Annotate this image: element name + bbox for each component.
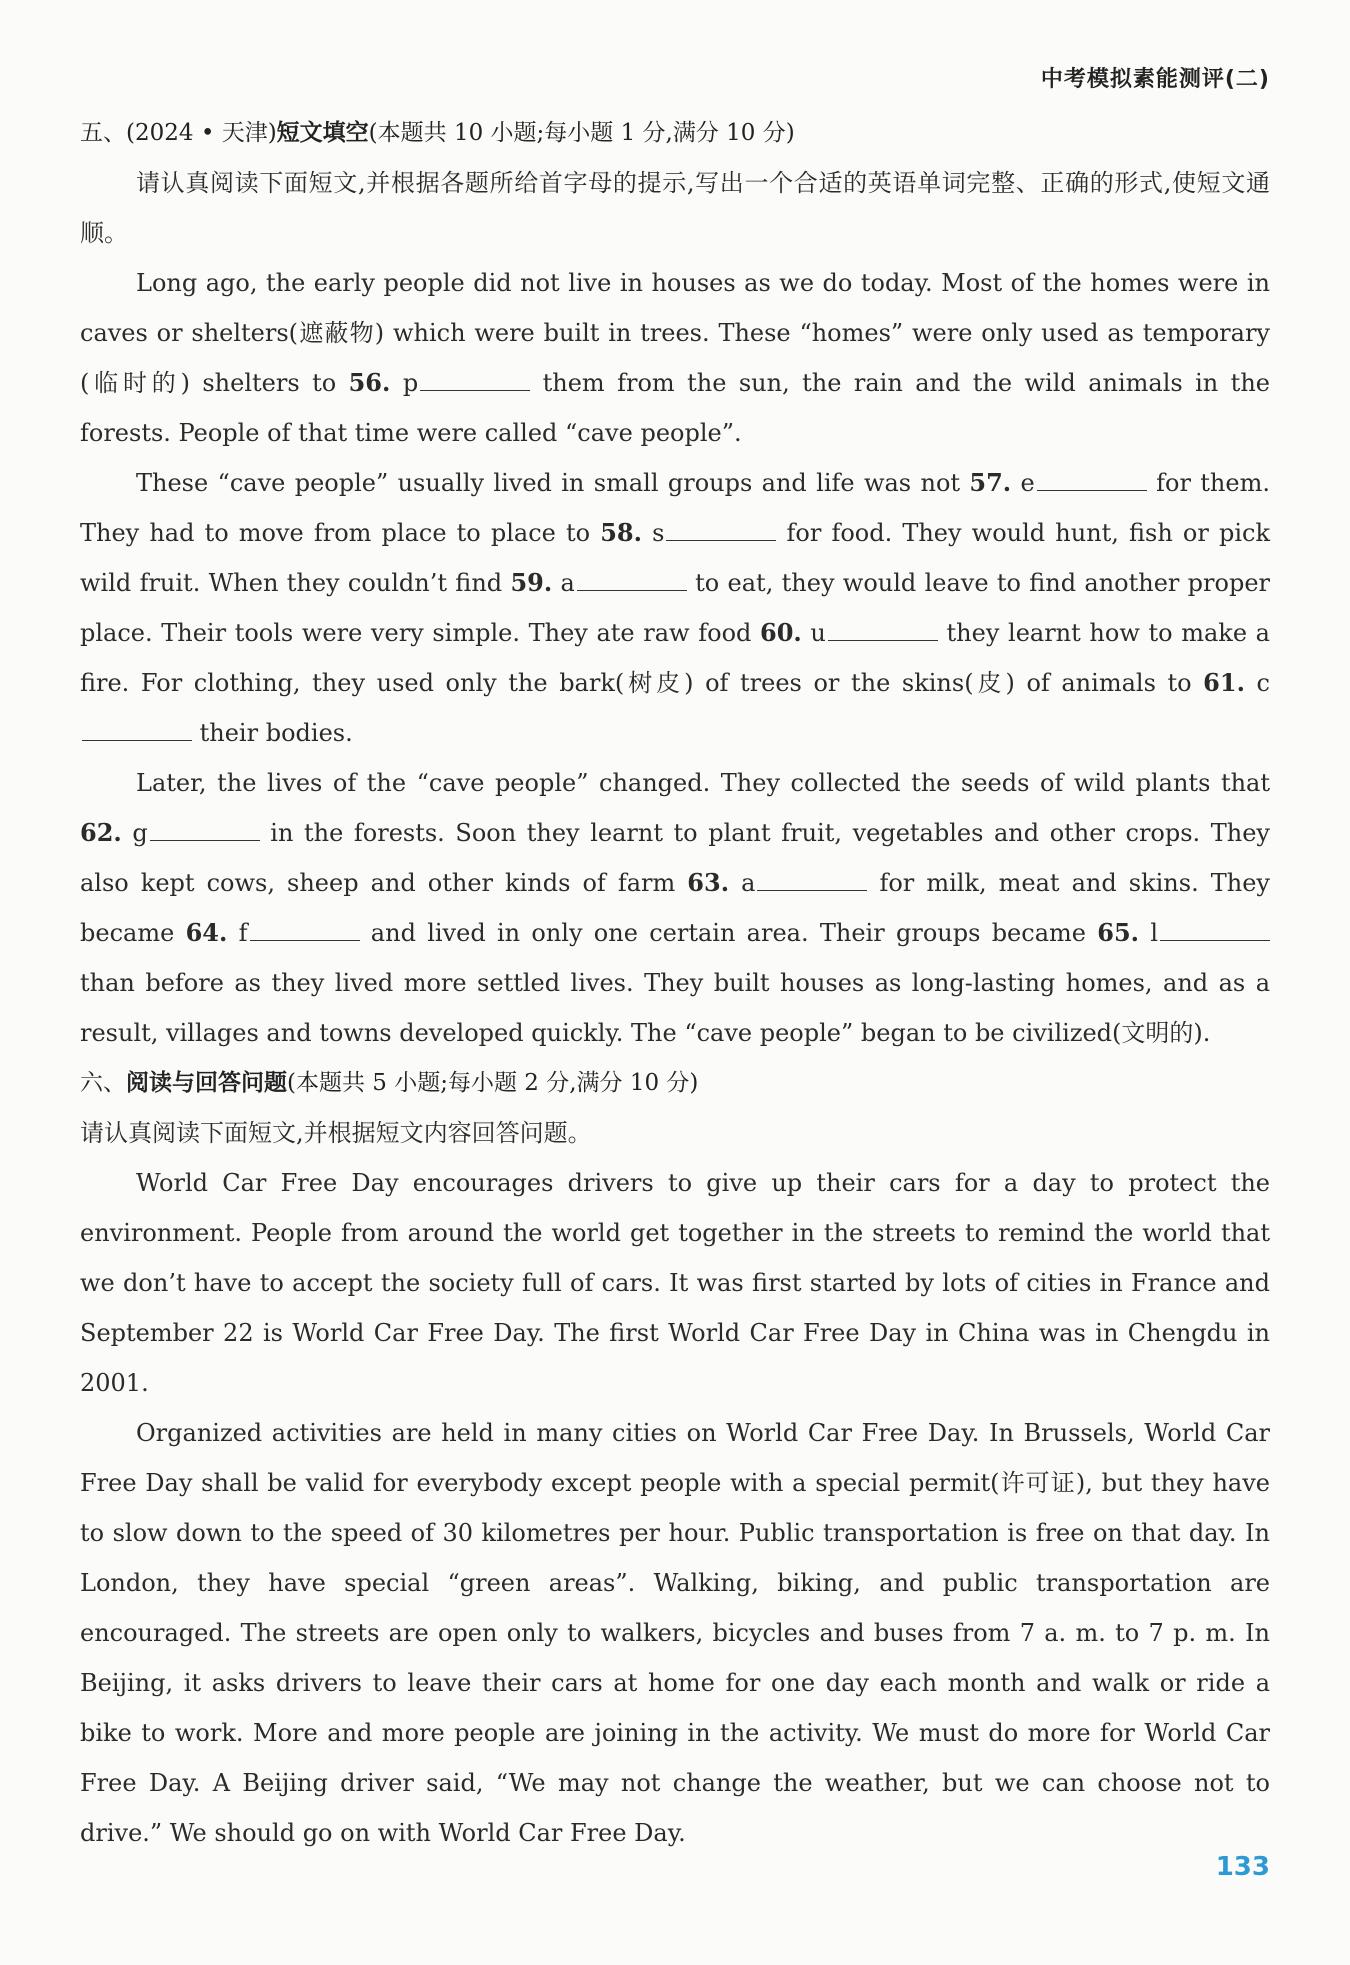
blank-65-line[interactable]	[1160, 939, 1270, 941]
text-run: to eat, they would leave to find another proper place. Their tools were very simple. They ate raw food	[80, 569, 1271, 647]
text-run: Long ago, the early people did not live in houses as we do today. Most of the homes were in caves or shelters(遮蔽物) which were built in trees. These “homes” were only used as temporary (临时的) shelters to	[80, 269, 1270, 397]
section5-paragraph-3	[80, 758, 1270, 1058]
blank-56-number: 56.	[348, 368, 391, 397]
page-number: 133	[1215, 1852, 1270, 1882]
section5-paragraph-1	[80, 258, 1270, 458]
section5-title-prefix: 五、(2024 • 天津)	[80, 120, 277, 146]
blank-60-number: 60.	[760, 618, 802, 647]
blank-58-number: 58.	[600, 518, 642, 547]
blank-64-number: 64.	[185, 918, 228, 947]
text-run: for them. They had to move from place to place to	[80, 469, 1270, 547]
text-run: they learnt how to make a fire. For clothing, they used only the bark(树皮) of trees or the skins(皮) of animals to	[80, 619, 1270, 697]
section6-instruction: 请认真阅读下面短文,并根据短文内容回答问题。	[80, 1119, 592, 1147]
blank-56-letter: p	[402, 369, 419, 397]
header-title: 中考模拟素能测评(二)	[1040, 67, 1270, 92]
blank-60-line[interactable]	[828, 639, 938, 641]
blank-59-number: 59.	[510, 568, 553, 597]
text-run: their bodies.	[192, 719, 353, 747]
text-run: for milk, meat and skins. They became	[80, 869, 1270, 947]
blank-57-line[interactable]	[1037, 489, 1147, 491]
blank-56-line[interactable]	[420, 389, 530, 391]
blank-61-number: 61.	[1203, 668, 1245, 697]
section6-paragraph-2: Organized activities are held in many cities on World Car Free Day. In Brussels, World Car Free Day shall be valid for everybody except people with a special permit(许可证), but they have to slow down to the speed of 30 kilometres per hour. Public transportation is free on that day. In London, they have special “green areas”. Walking, biking, and public transportation are encouraged. The streets are open only to walkers, bicycles and buses from 7 a. m. to 7 p. m. In Beijing, it asks drivers to leave their cars at home for one day each month and walk or ride a bike to work. More and more people are joining in the activity. We must do more for World Car Free Day. A Beijing driver said, “We may not change the weather, but we can choose not to drive.” We should go on with World Car Free Day.	[80, 1419, 1270, 1847]
text-run: These “cave people” usually lived in small groups and life was not	[136, 469, 970, 497]
section6-title-suffix: (本题共 5 小题;每小题 2 分,满分 10 分)	[287, 1070, 699, 1096]
blank-62-number: 62.	[80, 818, 122, 847]
blank-63-line[interactable]	[757, 889, 867, 891]
blank-59-line[interactable]	[577, 589, 687, 591]
section5-title	[80, 108, 1270, 158]
section5-instruction: 请认真阅读下面短文,并根据各题所给首字母的提示,写出一个合适的英语单词完整、正确的形式,使短文通顺。	[80, 169, 1270, 247]
blank-65-number: 65.	[1097, 918, 1140, 947]
text-run: than before as they lived more settled lives. They built houses as long-lasting homes, and as a result, villages and towns developed quickly. The “cave people” began to be civilized(文明的).	[80, 969, 1270, 1047]
text-run: for food. They would hunt, fish or pick wild fruit. When they couldn’t find	[80, 519, 1270, 597]
text-run: Later, the lives of the “cave people” changed. They collected the seeds of wild plants that	[136, 769, 1270, 797]
blank-63-number: 63.	[687, 868, 730, 897]
blank-61-letter: c	[1256, 669, 1270, 697]
section5-title-bold: 短文填空	[276, 120, 369, 146]
blank-64-line[interactable]	[250, 939, 360, 941]
section6-title-bold: 阅读与回答问题	[126, 1070, 287, 1096]
section5-title-suffix: (本题共 10 小题;每小题 1 分,满分 10 分)	[368, 120, 795, 146]
blank-61-line[interactable]	[82, 739, 192, 741]
section5-paragraph-2	[80, 458, 1270, 758]
blank-65-letter: l	[1150, 919, 1159, 947]
blank-58-letter: s	[652, 519, 665, 547]
section6-title	[80, 1058, 1270, 1108]
blank-63-letter: a	[741, 869, 756, 897]
text-run: them from the sun, the rain and the wild animals in the forests. People of that time were called “cave people”.	[80, 369, 1270, 447]
section6-title-prefix: 六、	[80, 1070, 126, 1096]
content	[80, 108, 1270, 1858]
blank-59-letter: a	[560, 569, 575, 597]
blank-62-letter: g	[132, 819, 148, 847]
blank-62-line[interactable]	[150, 839, 260, 841]
text-run: in the forests. Soon they learnt to plant fruit, vegetables and other crops. They also kept cows, sheep and other kinds of farm	[80, 819, 1270, 897]
section6-paragraph-1: World Car Free Day encourages drivers to give up their cars for a day to protect the environment. People from around the world get together in the streets to remind the world that we don’t have to accept the society full of cars. It was first started by lots of cities in France and September 22 is World Car Free Day. The first World Car Free Day in China was in Chengdu in 2001.	[80, 1169, 1270, 1397]
blank-57-letter: e	[1020, 469, 1035, 497]
blank-58-line[interactable]	[666, 539, 776, 541]
blank-57-number: 57.	[969, 468, 1012, 497]
text-run: and lived in only one certain area. Their groups became	[359, 919, 1098, 947]
blank-64-letter: f	[238, 919, 248, 947]
blank-60-letter: u	[810, 619, 826, 647]
